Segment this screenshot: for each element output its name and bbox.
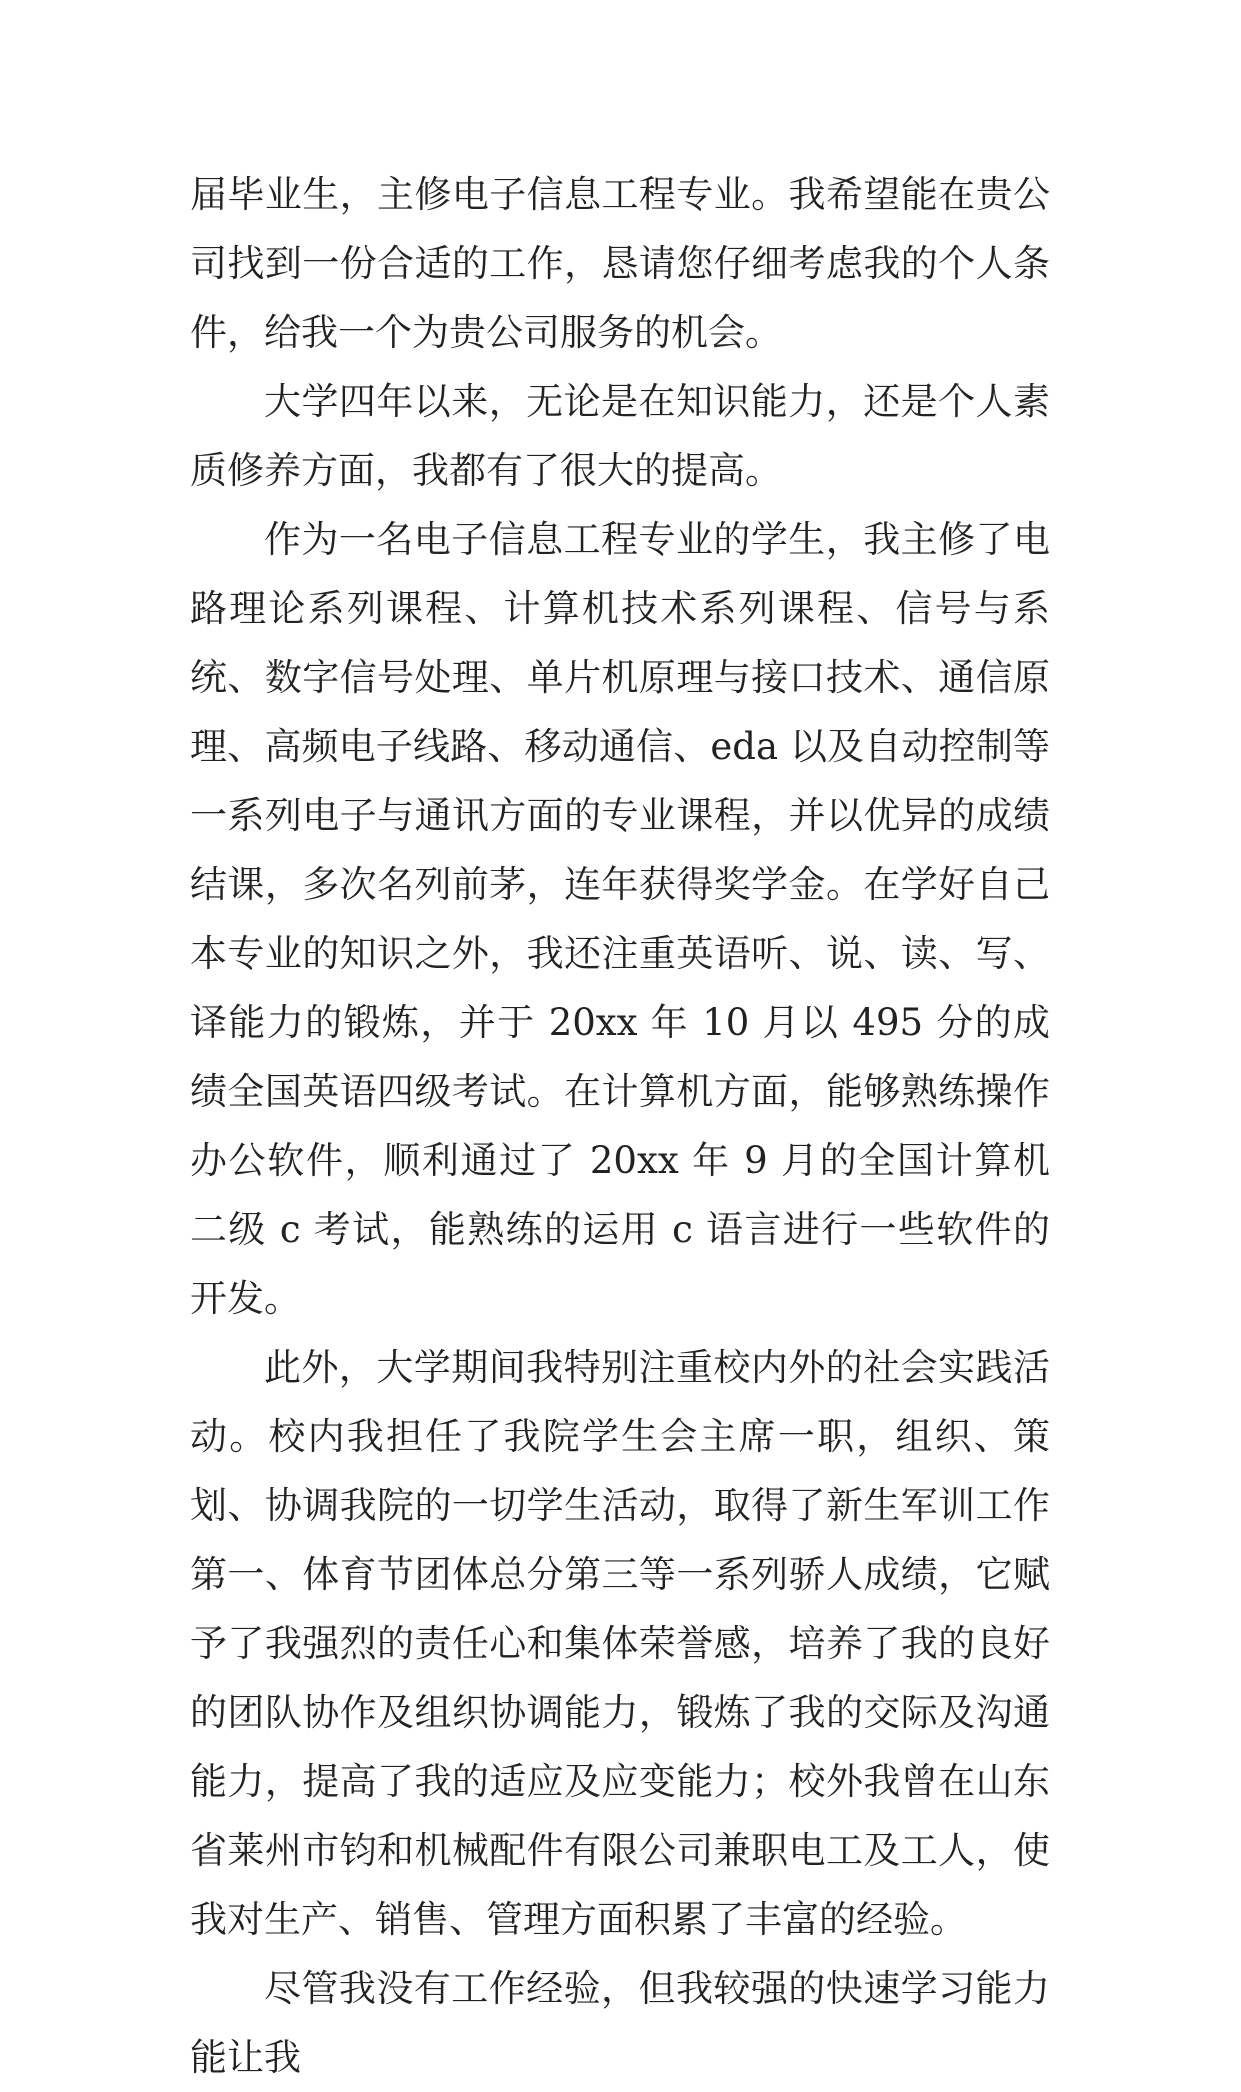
paragraph-5: 尽管我没有工作经验，但我较强的快速学习能力能让我	[190, 1967, 1050, 2079]
paragraph-4: 此外，大学期间我特别注重校内外的社会实践活动。校内我担任了我院学生会主席一职，组织、策划、协调我院的一切学生活动，取得了新生军训工作第一、体育节团体总分第三等一系列骄人成绩，它赋予了我强烈的责任心和集体荣誉感，培养了我的良好的团队协作及组织协调能力，锻炼了我的交际及沟通能力，提高了我的适应及应变能力；校外我曾在山东省莱州市钧和机械配件有限公司兼职电工及工人，使我对生产、销售、管理方面积累了丰富的经验。	[190, 1346, 1050, 1941]
paragraph-2: 大学四年以来，无论是在知识能力，还是个人素质修养方面，我都有了很大的提高。	[190, 380, 1050, 492]
paragraph-1: 届毕业生，主修电子信息工程专业。我希望能在贵公司找到一份合适的工作，恳请您仔细考虑我的个人条件，给我一个为贵公司服务的机会。	[190, 173, 1050, 354]
document-body	[190, 160, 1050, 2092]
paragraph-3: 作为一名电子信息工程专业的学生，我主修了电路理论系列课程、计算机技术系列课程、信号与系统、数字信号处理、单片机原理与接口技术、通信原理、高频电子线路、移动通信、eda 以及自动控制等一系列电子与通讯方面的专业课程，并以优异的成绩结课，多次名列前茅，连年获得奖学金。在学好自己本专业的知识之外，我还注重英语听、说、读、写、译能力的锻炼，并于 20xx 年 10 月以 495 分的成绩全国英语四级考试。在计算机方面，能够熟练操作办公软件，顺利通过了 20xx 年 9 月的全国计算机二级 c 考试，能熟练的运用 c 语言进行一些软件的开发。	[190, 518, 1050, 1320]
